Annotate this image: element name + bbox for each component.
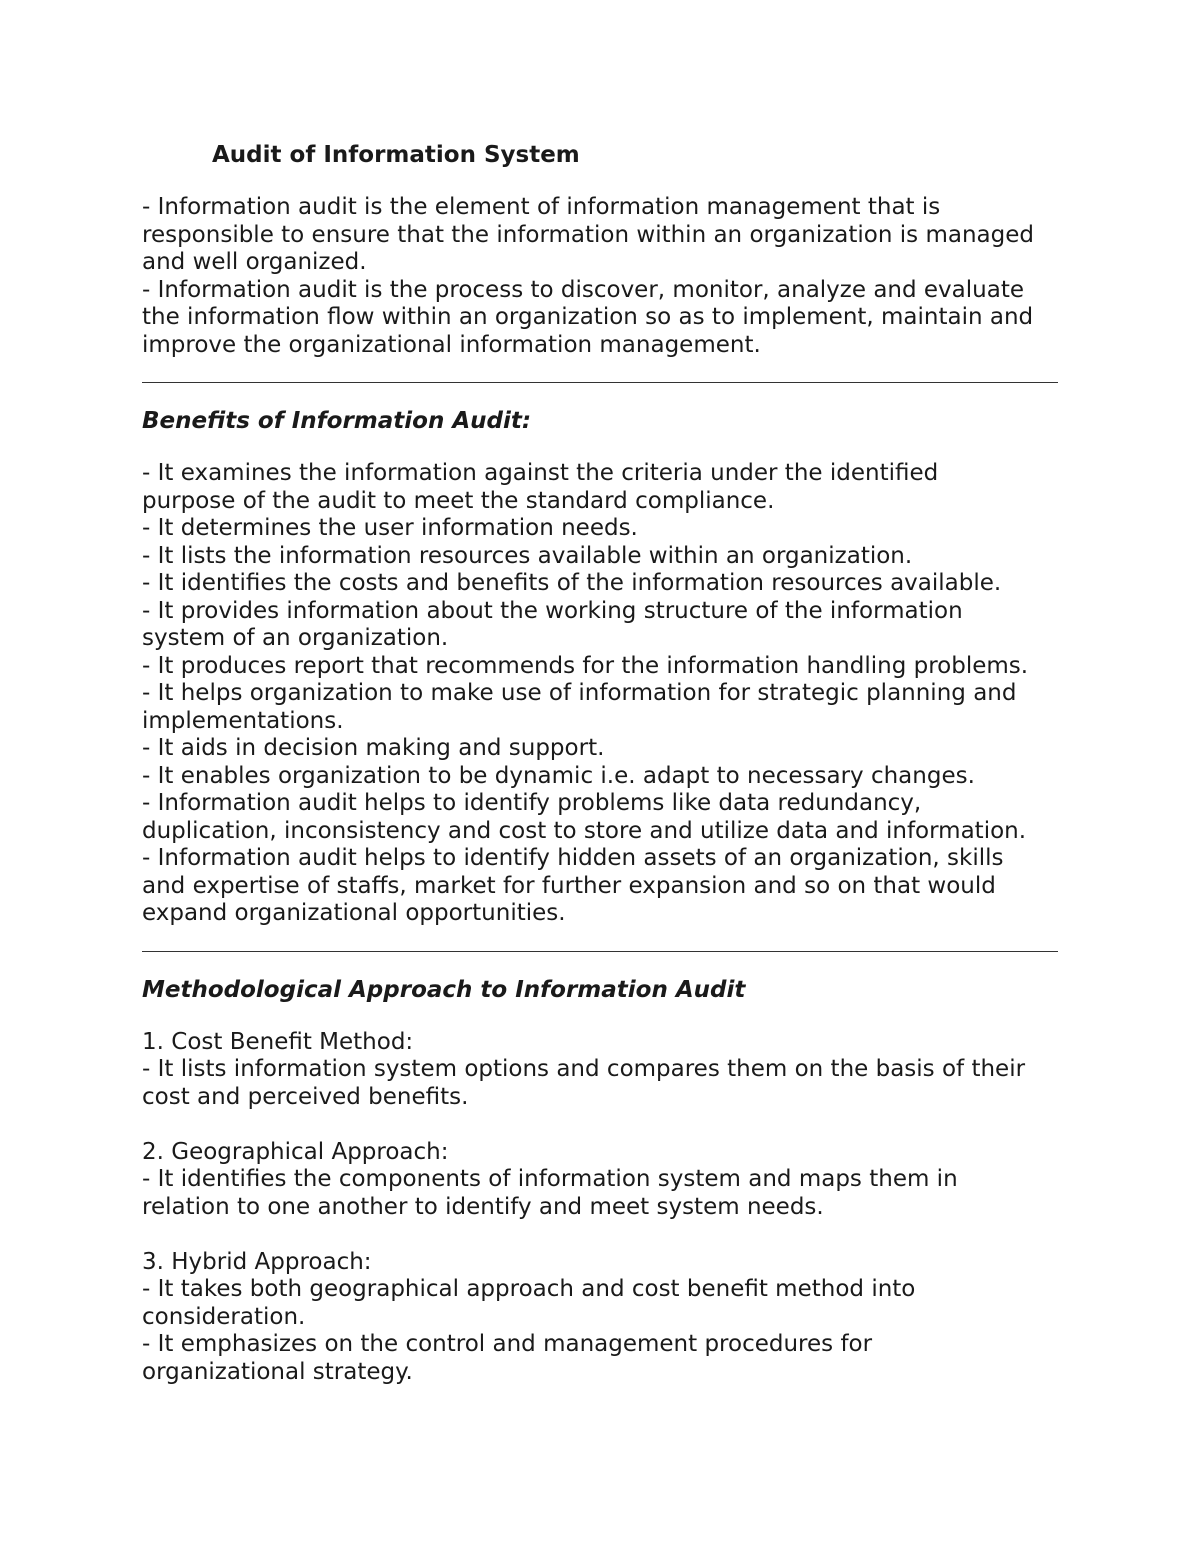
- benefit-line: - It lists the information resources available within an organization.: [142, 542, 913, 569]
- benefit-line: - It determines the user information needs.: [142, 515, 638, 541]
- intro-line: - Information audit is the process to discover, monitor, analyze and evaluate: [142, 276, 1024, 303]
- benefit-line: duplication, inconsistency and cost to store and utilize data and information.: [142, 817, 1027, 844]
- intro-line: responsible to ensure that the information within an organization is managed: [142, 221, 1034, 248]
- benefit-line: - It enables organization to be dynamic i.e. adapt to necessary changes.: [142, 762, 975, 789]
- method-line: 3. Hybrid Approach:: [142, 1248, 372, 1275]
- benefit-line: - It helps organization to make use of information for strategic planning and: [142, 680, 1017, 706]
- benefits-section: [142, 460, 1058, 928]
- document-title: Audit of Information System: [212, 142, 580, 168]
- method-line: - It lists information system options and compares them on the basis of their: [142, 1056, 1026, 1082]
- method-line: - It takes both geographical approach and cost benefit method into: [142, 1276, 916, 1302]
- method-hybrid: [142, 1249, 1058, 1387]
- methods-heading: Methodological Approach to Information Audit: [142, 976, 746, 1003]
- method-line: organizational strategy.: [142, 1358, 413, 1385]
- method-line: relation to one another to identify and meet system needs.: [142, 1193, 824, 1220]
- benefit-line: - It examines the information against the criteria under the identified: [142, 460, 939, 486]
- benefit-line: - It identifies the costs and benefits of the information resources available.: [142, 570, 1002, 596]
- benefit-line: system of an organization.: [142, 625, 449, 651]
- method-line: 2. Geographical Approach:: [142, 1138, 449, 1165]
- benefit-line: implementations.: [142, 707, 344, 734]
- benefit-line: - Information audit helps to identify problems like data redundancy,: [142, 790, 922, 816]
- method-cost-benefit: [142, 1029, 1058, 1112]
- intro-line: - Information audit is the element of information management that is: [142, 194, 941, 220]
- benefit-line: - It produces report that recommends for the information handling problems.: [142, 652, 1029, 679]
- benefit-line: - It aids in decision making and support.: [142, 735, 605, 761]
- intro-section: [142, 194, 1058, 359]
- method-line: - It emphasizes on the control and management procedures for: [142, 1331, 873, 1357]
- method-line: consideration.: [142, 1303, 306, 1330]
- benefit-line: expand organizational opportunities.: [142, 900, 566, 926]
- method-geographical: [142, 1139, 1058, 1222]
- benefits-heading: Benefits of Information Audit:: [142, 408, 532, 434]
- method-line: cost and perceived benefits.: [142, 1083, 469, 1110]
- benefit-line: - Information audit helps to identify hidden assets of an organization, skills: [142, 845, 1004, 871]
- intro-line: the information flow within an organization so as to implement, maintain and: [142, 304, 1034, 330]
- method-line: 1. Cost Benefit Method:: [142, 1028, 414, 1055]
- benefit-line: - It provides information about the working structure of the information: [142, 597, 963, 624]
- intro-line: improve the organizational information management.: [142, 331, 761, 358]
- intro-line: and well organized.: [142, 249, 367, 275]
- benefit-line: purpose of the audit to meet the standard compliance.: [142, 487, 775, 514]
- document-page: [142, 140, 1058, 1386]
- benefit-line: and expertise of staffs, market for further expansion and so on that would: [142, 872, 996, 899]
- method-line: - It identifies the components of information system and maps them in: [142, 1166, 958, 1192]
